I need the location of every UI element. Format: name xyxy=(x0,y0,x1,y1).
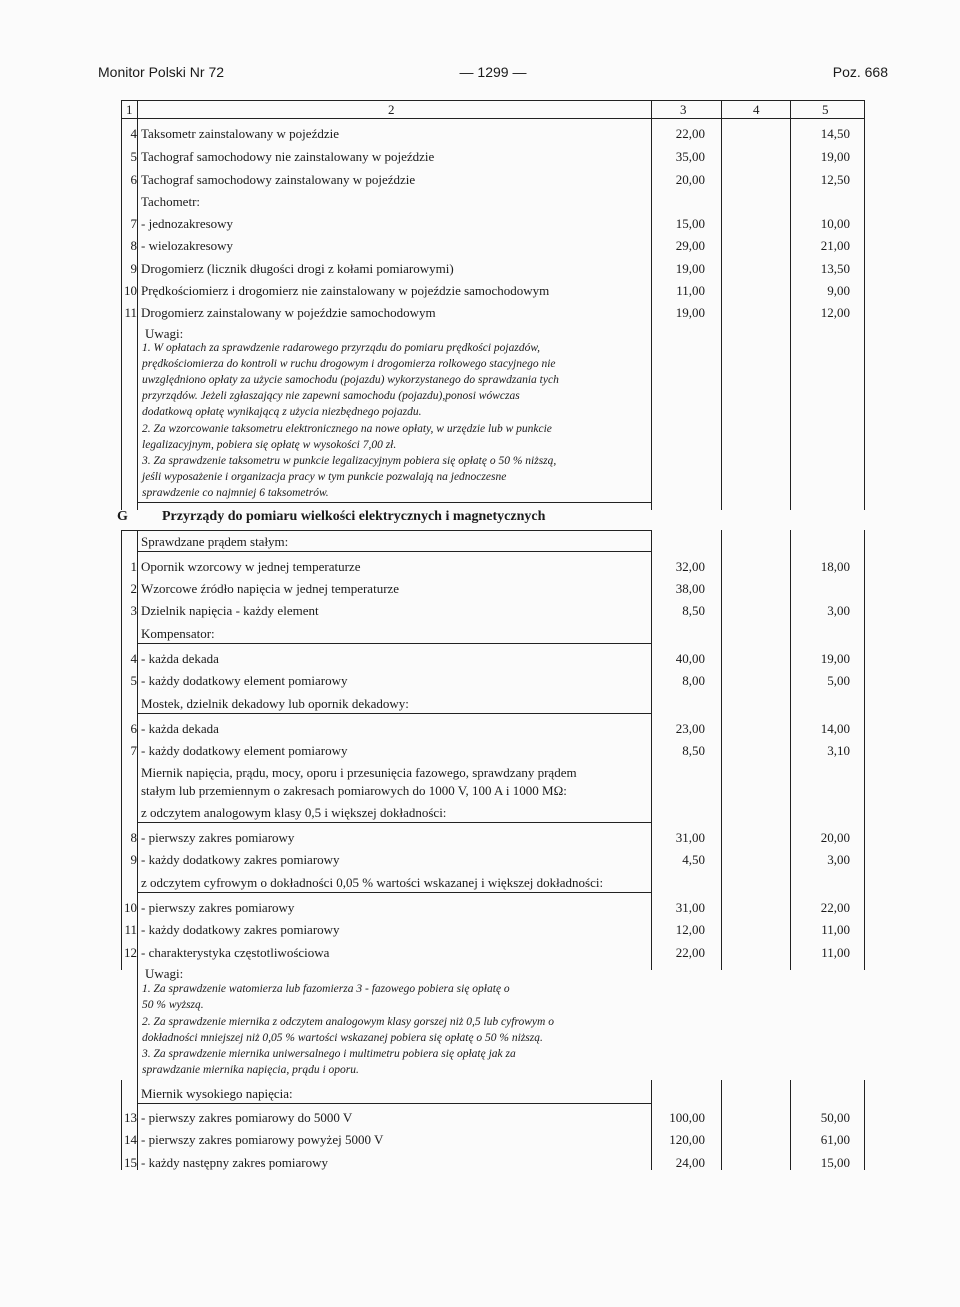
note-line: 50 % wyższą. xyxy=(142,999,204,1011)
row-description: - pierwszy zakres pomiarowy do 5000 V xyxy=(141,1110,353,1125)
fee-col5: 10,00 xyxy=(820,216,850,231)
fee-col5: 9,00 xyxy=(827,283,850,298)
fee-col5: 15,00 xyxy=(820,1155,850,1170)
fee-col3: 32,00 xyxy=(675,559,705,574)
row-number: 8 xyxy=(130,830,137,845)
note-line: legalizacyjnym, pobiera się opłatę w wysokości 7,00 zł. xyxy=(142,439,397,451)
column-header-2: 2 xyxy=(388,102,395,117)
row-description: Taksometr zainstalowany w pojeździe xyxy=(141,126,339,141)
note-line: dodatkową opłatę wynikającą z użycia niezbędnego pojazdu. xyxy=(142,406,422,418)
row-description: - każda dekada xyxy=(141,721,219,736)
fee-col5: 12,00 xyxy=(820,305,850,320)
column-header-1: 1 xyxy=(126,102,133,117)
row-number: 2 xyxy=(130,581,137,596)
column-header-4: 4 xyxy=(753,102,760,117)
note-line: 2. Za sprawdzenie miernika z odczytem analogowym klasy gorszej niż 0,5 lub cyfrowym o xyxy=(142,1016,554,1028)
fee-col3: 22,00 xyxy=(675,126,705,141)
row-description: z odczytem analogowym klasy 0,5 i większej dokładności: xyxy=(141,805,447,820)
fee-col3: 8,50 xyxy=(682,743,705,758)
fee-col3: 24,00 xyxy=(675,1155,705,1170)
row-number: 11 xyxy=(124,922,137,937)
note-line: 2. Za wzorcowanie taksometru elektronicznego na nowe opłaty, w urzędzie lub w punkcie xyxy=(142,423,552,435)
fee-col5: 18,00 xyxy=(820,559,850,574)
row-description: - każdy następny zakres pomiarowy xyxy=(141,1155,328,1170)
note-line: jeśli wyposażenie i organizacja pracy w tym punkcie pozwalają na jednoczesne xyxy=(142,471,507,483)
row-number: 6 xyxy=(130,721,137,736)
row-description: - wielozakresowy xyxy=(141,238,234,253)
fee-col5: 3,00 xyxy=(827,852,850,867)
fee-col3: 19,00 xyxy=(675,305,705,320)
fee-col3: 100,00 xyxy=(669,1110,705,1125)
fee-col3: 29,00 xyxy=(675,238,705,253)
note-line: przyrządów. Jeżeli zgłaszający nie zapewni samochodu (pojazdu),ponosi wówczas xyxy=(142,390,520,402)
note-line: dokładności mniejszej niż 0,05 % wartości wskazanej pobiera się opłatę o 50 % niższą. xyxy=(142,1032,543,1044)
fee-col3: 19,00 xyxy=(675,261,705,276)
fee-col5: 14,50 xyxy=(820,126,850,141)
row-number: 11 xyxy=(124,305,137,320)
row-description: Wzorcowe źródło napięcia w jednej temperaturze xyxy=(141,581,400,596)
row-number: 15 xyxy=(124,1155,137,1170)
section-letter: G xyxy=(117,509,128,524)
row-number: 1 xyxy=(130,559,137,574)
row-description: Drogomierz (licznik długości drogi z kołami pomiarowymi) xyxy=(141,261,454,276)
row-description: Miernik napięcia, prądu, mocy, oporu i przesunięcia fazowego, sprawdzany prądem xyxy=(141,765,577,780)
row-description: Tachograf samochodowy zainstalowany w pojeździe xyxy=(141,172,416,187)
row-number: 5 xyxy=(130,673,137,688)
row-description: - jednozakresowy xyxy=(141,216,234,231)
fee-col5: 11,00 xyxy=(821,945,850,960)
fee-col5: 12,50 xyxy=(820,172,850,187)
row-description: - pierwszy zakres pomiarowy powyżej 5000 V xyxy=(141,1132,384,1147)
fee-col5: 11,00 xyxy=(821,922,850,937)
row-description: Tachograf samochodowy nie zainstalowany w pojeździe xyxy=(141,149,435,164)
fee-col3: 20,00 xyxy=(675,172,705,187)
row-number: 13 xyxy=(124,1110,137,1125)
fee-col3: 40,00 xyxy=(675,651,705,666)
row-number: 4 xyxy=(130,126,137,141)
note-line: 1. W opłatach za sprawdzenie radarowego przyrządu do pomiaru prędkości pojazdów, xyxy=(142,342,541,354)
row-number: 12 xyxy=(124,945,137,960)
row-number: 9 xyxy=(130,852,137,867)
fee-col3: 4,50 xyxy=(682,852,705,867)
fee-col5: 22,00 xyxy=(820,900,850,915)
fee-col5: 21,00 xyxy=(820,238,850,253)
page-number: — 1299 — xyxy=(459,64,527,80)
fee-col3: 31,00 xyxy=(675,900,705,915)
row-description: Mostek, dzielnik dekadowy lub opornik dekadowy: xyxy=(141,696,409,711)
row-number: 14 xyxy=(124,1132,137,1147)
fee-col3: 12,00 xyxy=(675,922,705,937)
row-description: Miernik wysokiego napięcia: xyxy=(141,1086,293,1101)
notes-heading: Uwagi: xyxy=(145,966,184,981)
row-number: 10 xyxy=(124,283,137,298)
fee-col3: 35,00 xyxy=(675,149,705,164)
fee-col3: 8,00 xyxy=(682,673,705,688)
row-description: Opornik wzorcowy w jednej temperaturze xyxy=(141,559,361,574)
fee-col5: 20,00 xyxy=(820,830,850,845)
row-number: 3 xyxy=(130,603,137,618)
fee-col5: 50,00 xyxy=(820,1110,850,1125)
note-line: 3. Za sprawdzenie taksometru w punkcie legalizacyjnym pobiera się opłatę o 50 % niższą, xyxy=(142,455,557,467)
row-number: 6 xyxy=(130,172,137,187)
note-line: sprawdzanie miernika napięcia, prądu i oporu. xyxy=(142,1064,359,1076)
row-description: Tachometr: xyxy=(141,194,201,209)
row-description: Sprawdzane prądem stałym: xyxy=(141,534,289,549)
row-number: 7 xyxy=(130,216,137,231)
fee-col5: 19,00 xyxy=(820,149,850,164)
row-description: Kompensator: xyxy=(141,626,215,641)
fee-col3: 120,00 xyxy=(669,1132,705,1147)
row-description: - każda dekada xyxy=(141,651,219,666)
row-description: - każdy dodatkowy zakres pomiarowy xyxy=(141,852,340,867)
fee-col3: 23,00 xyxy=(675,721,705,736)
note-line: 3. Za sprawdzenie miernika uniwersalnego i multimetru pobiera się opłatę jak za xyxy=(142,1048,516,1060)
publication-title: Monitor Polski Nr 72 xyxy=(98,64,225,80)
row-description: z odczytem cyfrowym o dokładności 0,05 % wartości wskazanej i większej dokładności: xyxy=(141,875,604,890)
position-number: Poz. 668 xyxy=(832,64,888,80)
row-description: - każdy dodatkowy element pomiarowy xyxy=(141,673,348,688)
fee-col3: 11,00 xyxy=(676,283,705,298)
note-line: sprawdzenie co najmniej 6 taksometrów. xyxy=(142,487,329,499)
fee-col3: 31,00 xyxy=(675,830,705,845)
fee-col3: 38,00 xyxy=(675,581,705,596)
row-number: 7 xyxy=(130,743,137,758)
row-description: Drogomierz zainstalowany w pojeździe samochodowym xyxy=(141,305,436,320)
row-number: 9 xyxy=(130,261,137,276)
row-description: - pierwszy zakres pomiarowy xyxy=(141,900,295,915)
fee-col5: 14,00 xyxy=(820,721,850,736)
section-title: Przyrządy do pomiaru wielkości elektrycznych i magnetycznych xyxy=(162,509,546,524)
row-number: 10 xyxy=(124,900,137,915)
fee-col3: 8,50 xyxy=(682,603,705,618)
row-description: stałym lub przemiennym o zakresach pomiarowych do 1000 V, 100 A i 1000 MΩ: xyxy=(141,783,567,798)
row-number: 8 xyxy=(130,238,137,253)
row-number: 4 xyxy=(130,651,137,666)
fee-col3: 22,00 xyxy=(675,945,705,960)
column-header-3: 3 xyxy=(680,102,687,117)
fee-col5: 3,10 xyxy=(827,743,850,758)
row-description: - charakterystyka częstotliwościowa xyxy=(141,945,330,960)
column-header-5: 5 xyxy=(822,102,829,117)
row-description: Dzielnik napięcia - każdy element xyxy=(141,603,319,618)
fee-col3: 15,00 xyxy=(675,216,705,231)
fee-col5: 19,00 xyxy=(820,651,850,666)
note-line: uwzględniono opłaty za użycie samochodu (pojazdu) wykorzystanego do sprawdzania tych xyxy=(142,374,559,386)
row-number: 5 xyxy=(130,149,137,164)
row-description: - pierwszy zakres pomiarowy xyxy=(141,830,295,845)
row-description: - każdy dodatkowy zakres pomiarowy xyxy=(141,922,340,937)
fee-col5: 13,50 xyxy=(820,261,850,276)
note-line: 1. Za sprawdzenie watomierza lub fazomierza 3 - fazowego pobiera się opłatę o xyxy=(142,983,510,995)
fee-col5: 5,00 xyxy=(827,673,850,688)
notes-heading: Uwagi: xyxy=(145,326,184,341)
fee-col5: 3,00 xyxy=(827,603,850,618)
row-description: - każdy dodatkowy element pomiarowy xyxy=(141,743,348,758)
fee-col5: 61,00 xyxy=(820,1132,850,1147)
row-description: Prędkościomierz i drogomierz nie zainstalowany w pojeździe samochodowym xyxy=(141,283,550,298)
note-line: prędkościomierza do kontroli w ruchu drogowym i drogomierza rolkowego stacyjnego nie xyxy=(142,358,556,370)
